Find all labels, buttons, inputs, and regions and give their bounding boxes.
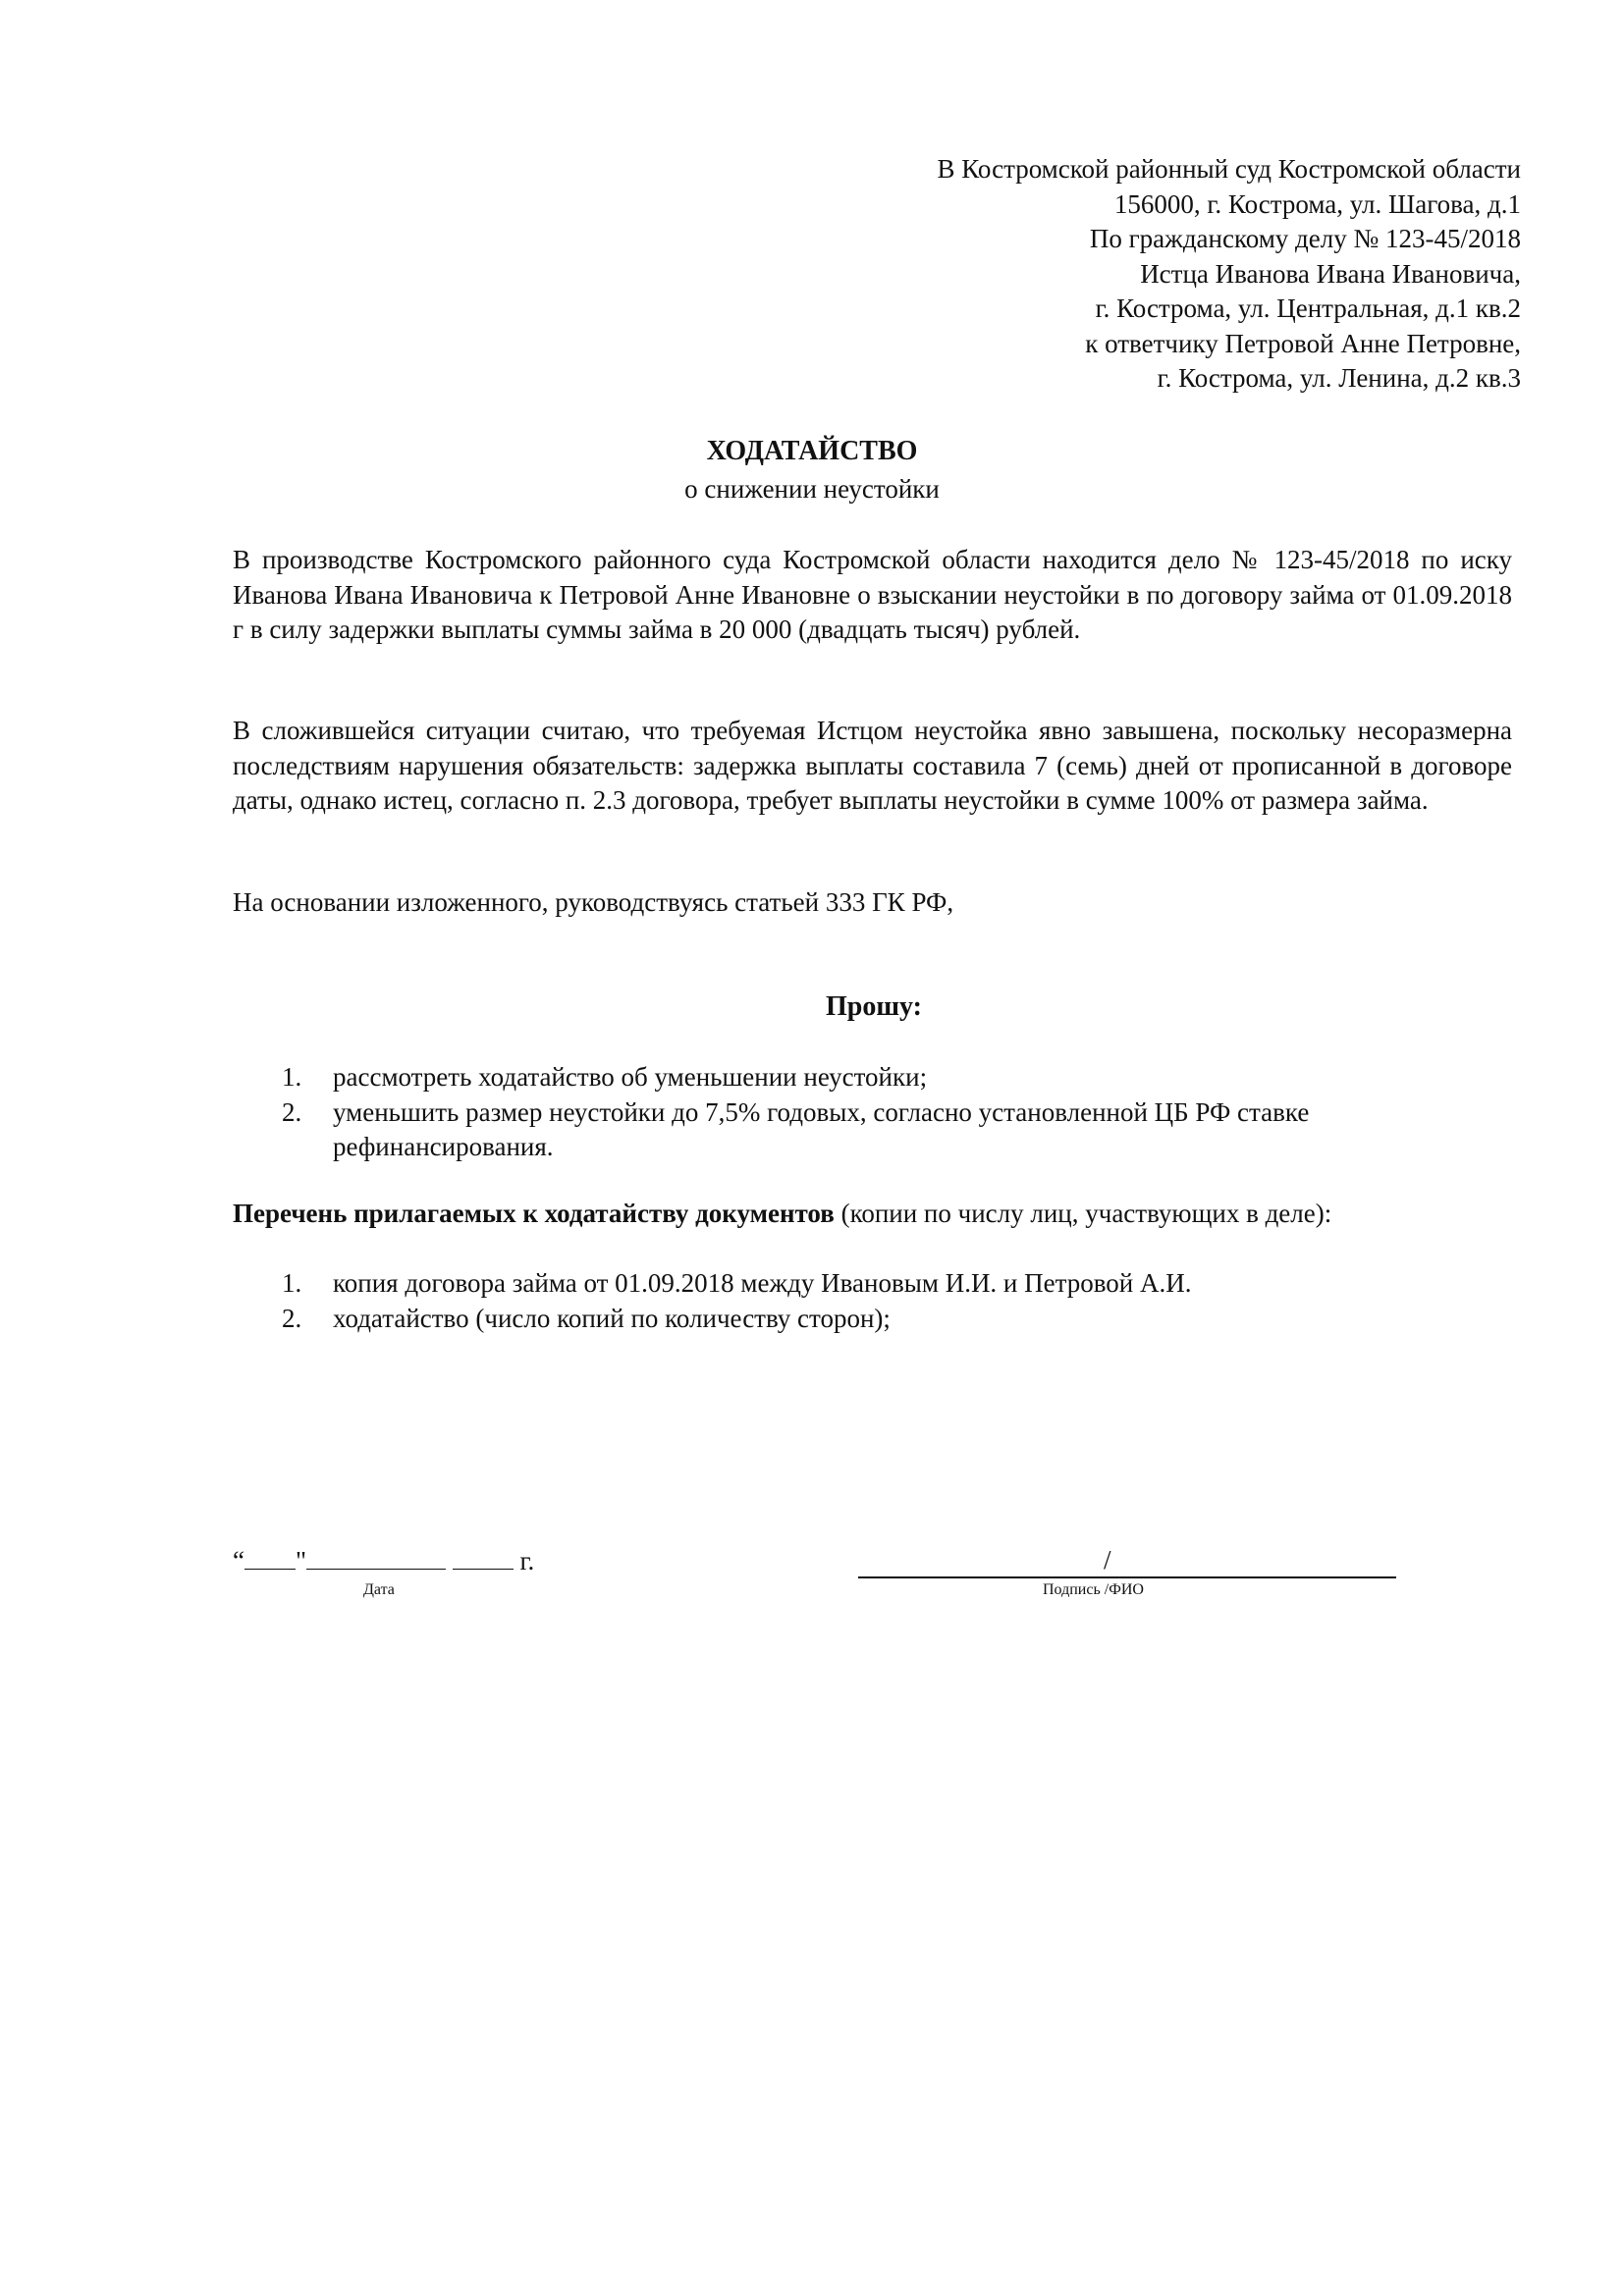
- list-item: [233, 1266, 1509, 1302]
- attachments-heading-rest: (копии по числу лиц, участвующих в деле):: [834, 1199, 1332, 1228]
- list-item: [233, 1095, 1509, 1165]
- attachments-list: [233, 1266, 1509, 1336]
- document-subtitle: о снижении неустойки: [684, 474, 940, 504]
- signature-line: [858, 1551, 1396, 1578]
- attachments-heading-bold: Перечень прилагаемых к ходатайству документов: [233, 1199, 835, 1228]
- list-item-number: 1.: [282, 1268, 302, 1298]
- date-close-quote: ": [295, 1546, 307, 1575]
- body-paragraph-argument: В сложившейся ситуации считаю, что требуемая Истцом неустойка явно завышена, поскольку несоразмерна последствиям нарушения обязательств: задержка выплаты составила 7 (семь) дней от прописанной в договоре даты, однако истец, согласно п. 2.3 договора, требует выплаты неустойки в сумме 100% от размера займа.: [233, 716, 1512, 815]
- header-defendant-address-line: г. Кострома, ул. Ленина, д.2 кв.3: [1157, 363, 1521, 393]
- list-item-text: рассмотреть ходатайство об уменьшении неустойки;: [333, 1062, 928, 1092]
- list-item-number: 2.: [282, 1303, 302, 1333]
- header-defendant-line: к ответчику Петровой Анне Петровне,: [1085, 328, 1521, 358]
- day-blank: [244, 1547, 296, 1570]
- month-blank: [306, 1547, 446, 1570]
- attachments-heading: [233, 1196, 1529, 1231]
- request-heading: Прошу:: [826, 991, 922, 1022]
- signature-caption: Подпись /ФИО: [1043, 1581, 1144, 1598]
- header-case-number-line: По гражданскому делу № 123-45/2018: [1089, 224, 1521, 253]
- list-item-number: 2.: [282, 1096, 302, 1127]
- signature-slash: /: [1104, 1545, 1111, 1575]
- header-plaintiff-line: Истца Иванова Ивана Ивановича,: [1140, 258, 1521, 289]
- date-field: [233, 1544, 534, 1577]
- header-court-line: В Костромской районный суд Костромской области: [937, 154, 1521, 184]
- request-list: [233, 1060, 1509, 1165]
- year-suffix: г.: [519, 1546, 535, 1575]
- list-item-text: копия договора займа от 01.09.2018 между Ивановым И.И. и Петровой А.И.: [333, 1268, 1192, 1298]
- header-court-address-line: 156000, г. Кострома, ул. Шагова, д.1: [1113, 188, 1521, 219]
- list-item-text: уменьшить размер неустойки до 7,5% годовых, согласно установленной ЦБ РФ ставке рефинансирования.: [333, 1096, 1310, 1161]
- date-open-quote: “: [233, 1546, 244, 1575]
- date-caption: Дата: [363, 1581, 395, 1598]
- list-item: [233, 1302, 1509, 1337]
- addressee-block: [637, 152, 1521, 397]
- document-title: ХОДАТАЙСТВО: [706, 436, 918, 466]
- year-blank: [453, 1547, 514, 1570]
- list-item-number: 1.: [282, 1062, 302, 1092]
- header-plaintiff-address-line: г. Кострома, ул. Центральная, д.1 кв.2: [1095, 294, 1521, 323]
- body-paragraph-case: В производстве Костромского районного суда Костромской области находится дело № 123-45/2018 по иску Иванова Ивана Ивановича к Петровой Анне Ивановне о взыскании неустойки в по договору займа от 01.09.2018 г в силу задержки выплаты суммы займа в 20 000 (двадцать тысяч) рублей.: [233, 545, 1512, 644]
- list-item: [233, 1060, 1509, 1095]
- list-item-text: ходатайство (число копий по количеству сторон);: [333, 1303, 891, 1333]
- body-paragraph-basis: На основании изложенного, руководствуясь статьей 333 ГК РФ,: [233, 887, 954, 917]
